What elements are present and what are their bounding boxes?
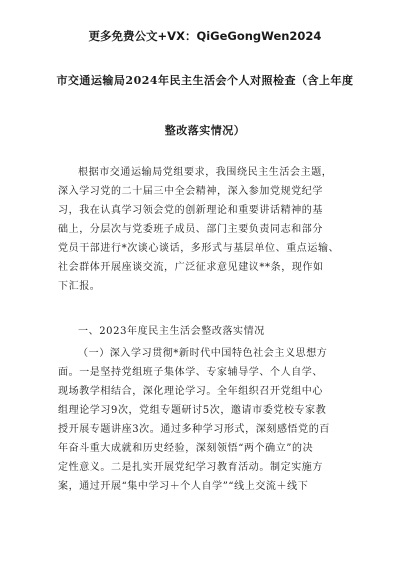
section-paragraph (58, 344, 358, 496)
text-line: 社会群体开展座谈交流，广泛征求意见建议**条，现作如 (58, 262, 324, 273)
document-title-line-2: 整改落实情况） (164, 124, 246, 137)
text-line: 现场教学相结合，深化理论学习。全年组织召开党组中心 (58, 386, 323, 397)
text-line: 组理论学习9次，党组专题研讨5次，邀请市委党校专家教 (58, 405, 327, 416)
text-line: 年奋斗重大成就和历史经验，深刻领悟“两个确立”的决 (58, 443, 314, 454)
text-line: 习，我在认真学习领会党的创新理论和重要讲话精神的基 (58, 205, 323, 216)
text-line: 授开展专题讲座3次。通过多种学习形式，深刻感悟党的百 (58, 424, 330, 435)
text-line: 深入学习党的二十届三中全会精神，深入参加党规党纪学 (58, 186, 323, 197)
text-line: 下汇报。 (58, 281, 101, 292)
text-line: 案，通过开展“集中学习＋个人自学”“线上交流＋线下 (58, 481, 309, 492)
text-line: 础上，分层次与党委班子成员、部门主要负责同志和部分 (58, 224, 323, 235)
text-line: （一）深入学习贯彻*新时代中国特色社会主义思想方 (78, 348, 328, 359)
intro-paragraph (58, 163, 358, 296)
section-heading: 一、2023年度民主生活会整改落实情况 (78, 326, 265, 337)
document-title-line-1: 市交通运输局2024年民主生活会个人对照检查（含上年度 (56, 74, 354, 87)
text-line: 面。一是坚持党组班子集体学、专家辅导学、个人自学、 (58, 367, 323, 378)
text-line: 根据市交通运输局党组要求，我围绕民主生活会主题， (78, 167, 333, 178)
text-line: 定性意义。二是扎实开展党纪学习教育活动。制定实施方 (58, 462, 323, 473)
watermark-header: 更多免费公文+VX：QiGeGongWen2024 (88, 29, 322, 43)
text-line: 党员干部进行*次谈心谈话，多形式与基层单位、重点运输、 (58, 243, 340, 254)
